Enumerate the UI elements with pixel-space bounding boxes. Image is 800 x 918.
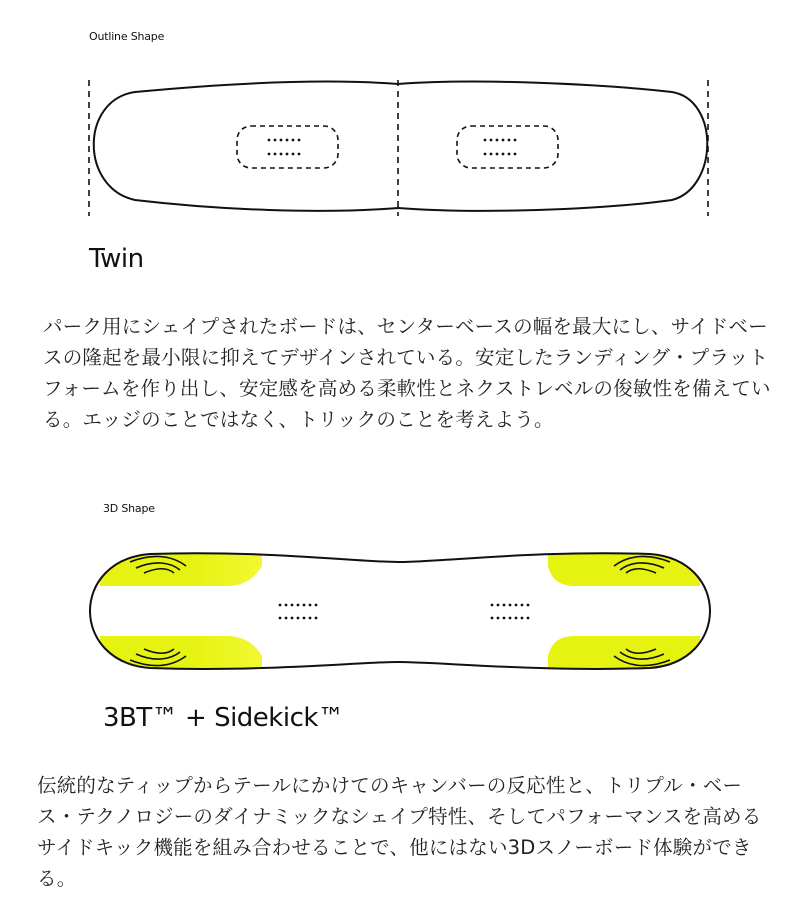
board-outline xyxy=(94,82,708,211)
3d-shape-label: 3D Shape xyxy=(103,502,155,515)
right-insert-holes xyxy=(484,139,517,156)
left-insert-holes xyxy=(268,139,301,156)
outline-shape-label: Outline Shape xyxy=(89,30,165,43)
3d-right-insert-holes xyxy=(491,604,530,620)
right-binding-area xyxy=(457,126,558,168)
left-binding-area xyxy=(237,126,338,168)
3d-shape-title: 3BT™ + Sidekick™ xyxy=(103,703,344,733)
highlight-zone-top-left xyxy=(100,550,262,586)
3d-shape-description: 伝統的なティップからテールにかけてのキャンバーの反応性と、トリプル・ベース・テクノロジーのダイナミックなシェイプ特性、そしてパフォーマンスを高めるサイドキック機能を組み合わせることで、他にはない3Dスノーボード体験ができる。 xyxy=(37,774,762,890)
3d-shape-diagram xyxy=(0,540,800,700)
outline-shape-description: パーク用にシェイプされたボードは、センターベースの幅を最大にし、サイドベースの隆起を最小限に抑えてデザインされている。安定したランディング・プラットフォームを作り出し、安定感を高める柔軟性とネクストレベルの俊敏性を備えている。エッジのことではなく、トリックのことを考えよう。 xyxy=(43,315,771,431)
outline-shape-title: Twin xyxy=(89,244,144,274)
highlight-zone-bottom-left xyxy=(100,636,262,672)
3d-left-insert-holes xyxy=(279,604,318,620)
